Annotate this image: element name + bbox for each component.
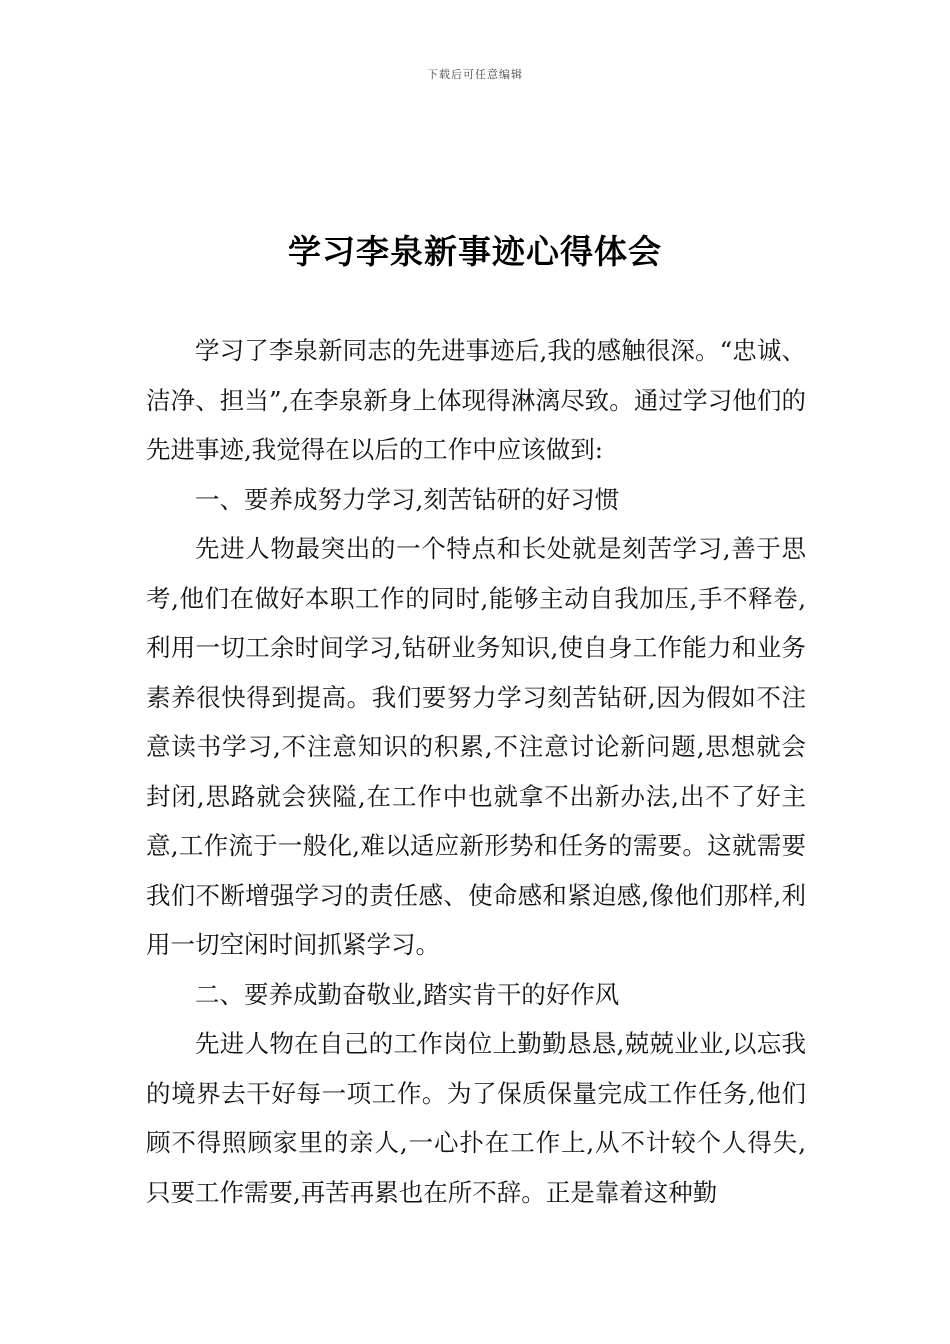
document-body (146, 326, 806, 1217)
document-title: 学习李泉新事迹心得体会 (288, 232, 662, 271)
header-note: 下载后可任意编辑 (427, 68, 523, 81)
paragraph-section-2: 先进人物在自己的工作岗位上勤勤恳恳,兢兢业业,以忘我的境界去干好每一项工作。为了保质保量完成工作任务,他们顾不得照顾家里的亲人,一心扑在工作上,从不计较个人得失,只要工作需要,再苦再累也在所不辞。正是靠着这种勤 (146, 1029, 806, 1207)
section-heading-2: 二、要养成勤奋敬业,踏实肯干的好作风 (195, 979, 620, 1009)
paragraph-intro: 学习了李泉新同志的先进事迹后,我的感触很深。“忠诚、洁净、担当”,在李泉新身上体现得淋漓尽致。通过学习他们的先进事迹,我觉得在以后的工作中应该做到: (146, 336, 806, 464)
paragraph-section-1: 先进人物最突出的一个特点和长处就是刻苦学习,善于思考,他们在做好本职工作的同时,能够主动自我加压,手不释卷,利用一切工余时间学习,钻研业务知识,使自身工作能力和业务素养很快得到提高。我们要努力学习刻苦钻研,因为假如不注意读书学习,不注意知识的积累,不注意讨论新问题,思想就会封闭,思路就会狭隘,在工作中也就拿不出新办法,出不了好主意,工作流于一般化,难以适应新形势和任务的需要。这就需要我们不断增强学习的责任感、使命感和紧迫感,像他们那样,利用一切空闲时间抓紧学习。 (146, 534, 806, 959)
section-heading-1: 一、要养成努力学习,刻苦钻研的好习惯 (195, 484, 620, 514)
